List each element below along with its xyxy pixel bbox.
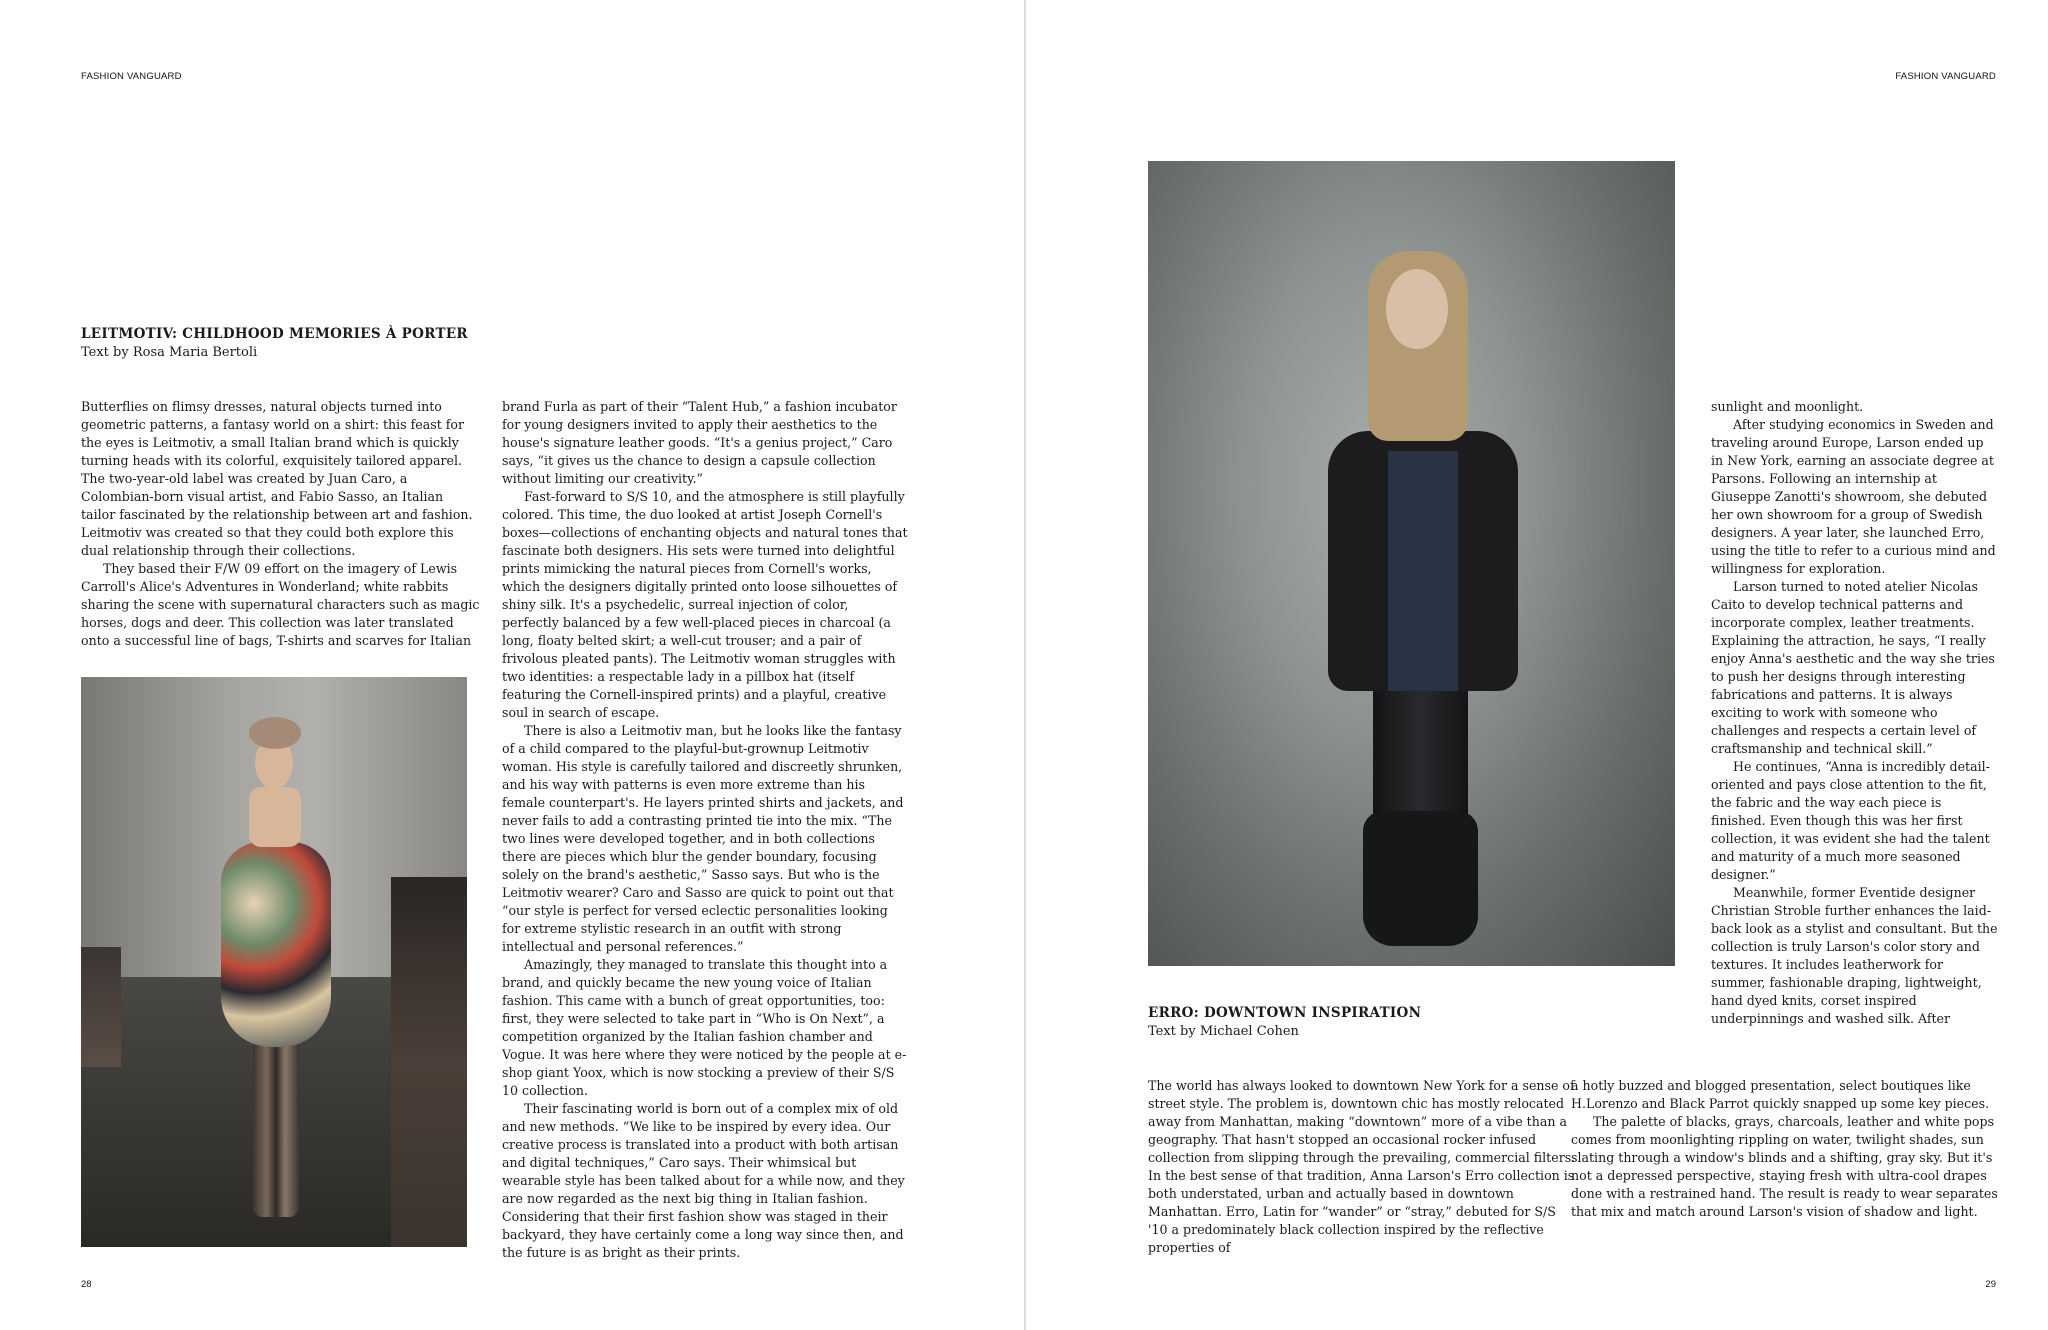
runway-photo — [81, 677, 467, 1247]
shirt — [1388, 451, 1458, 691]
article-headline: ERRO: DOWNTOWN INSPIRATION — [1148, 1005, 1422, 1021]
body-column-1 — [1148, 1077, 1576, 1257]
printed-dress — [221, 842, 331, 1047]
paragraph: The palette of blacks, grays, charcoals, leather and white pops comes from moonlighting rippling on water, twilight shades, sun slating through a window's blinds and a shifting, gray sky. But it's not a depressed perspective, staying fresh with ultra-cool drapes done with a restrained hand. The result is ready to wear separates that mix and match around Larson's vision of shadow and light. — [1571, 1114, 1998, 1219]
paragraph: sunlight and moonlight. — [1711, 399, 1864, 414]
right-page — [1026, 0, 2048, 1330]
audience — [81, 947, 121, 1067]
running-header: FASHION VANGUARD — [81, 71, 182, 82]
paragraph: a hotly buzzed and blogged presentation, select boutiques like H.Lorenzo and Black Parrot quickly snapped up some key pieces. — [1571, 1078, 1990, 1111]
page-number: 29 — [1985, 1279, 1996, 1290]
pillbox-hat — [249, 717, 301, 749]
article-credit: Text by Michael Cohen — [1148, 1024, 1299, 1039]
paragraph: Butterflies on flimsy dresses, natural objects turned into geometric patterns, a fantasy world on a shirt: this feast for the eyes is Leitmotiv, a small Italian brand which is quickly turning heads with its colorful, exquisitely tailored apparel. The two-year-old label was created by Juan Caro, a Colombian-born visual artist, and Fabio Sasso, an Italian tailor fascinated by the relationship between art and fashion. Leitmotiv was created so that they could both explore this dual relationship through their collections. — [81, 399, 473, 558]
paragraph: He continues, “Anna is incredibly detail-oriented and pays close attention to the fit, the fabric and the way each piece is finished. Even though this was her first collection, it was evident she had the talent and maturity of a much more seasoned designer.” — [1711, 759, 1990, 882]
paragraph: Amazingly, they managed to translate this thought into a brand, and quickly became the new young voice of Italian fashion. This came with a bunch of great opportunities, too: first, they were selected to take part in “Who is On Next”, a competition organized by the Italian fashion chamber and Vogue. It was here where they were noticed by the people at e-shop giant Yoox, which is now stocking a preview of their S/S 10 collection. — [502, 957, 907, 1098]
paragraph: Larson turned to noted atelier Nicolas Caito to develop technical patterns and incorporate complex, leather treatments. Explaining the attraction, he says, “I really enjoy Anna's aesthetic and the way she tries to push her designs through interesting fabrications and patterns. It is always exciting to work with someone who challenges and respects a certain level of craftsmanship and technical skill.” — [1711, 579, 1995, 756]
paragraph: brand Furla as part of their “Talent Hub,” a fashion incubator for young designers invited to apply their aesthetics to the house's signature leather goods. “It's a genius project,” Caro says, “it gives us the chance to design a capsule collection without limiting our creativity.” — [502, 399, 897, 486]
page-number: 28 — [81, 1279, 92, 1290]
model-face — [1386, 269, 1448, 349]
paragraph: After studying economics in Sweden and traveling around Europe, Larson ended up in New York, earning an associate degree at Parsons. Following an internship at Giuseppe Zanotti's showroom, she debuted her own showroom for a group of Swedish designers. A year later, she launched Erro, using the title to refer to a curious mind and willingness for exploration. — [1711, 417, 1996, 576]
paragraph: They based their F/W 09 effort on the imagery of Lewis Carroll's Alice's Adventures in Wonderland; white rabbits sharing the scene with supernatural characters such as magic horses, dogs and deer. This collection was later translated onto a successful line of bags, T-shirts and scarves for Italian — [81, 561, 480, 648]
lace-up-boots — [1363, 811, 1478, 946]
body-column-2 — [502, 398, 908, 1262]
running-header: FASHION VANGUARD — [1895, 71, 1996, 82]
paragraph: Their fascinating world is born out of a complex mix of old and new methods. “We like to be inspired by every idea. Our creative process is translated into a product with both artisan and digital techniques,” Caro says. Their whimsical but wearable style has been talked about for a while now, and they are now regarded as the next big thing in Italian fashion. Considering that their first fashion show was staged in their backyard, they have certainly come a long way since then, and the future is as bright as their prints. — [502, 1101, 905, 1260]
body-column-bottom — [1571, 1077, 1999, 1221]
paragraph: Meanwhile, former Eventide designer Christian Stroble further enhances the laid-back look as a stylist and consultant. But the collection is truly Larson's color story and textures. It includes leatherwork for summer, fashionable draping, lightweight, hand dyed knits, corset inspired underpinnings and washed silk. After — [1711, 885, 1998, 1026]
model-torso — [249, 787, 301, 847]
portrait-photo — [1148, 161, 1675, 966]
paragraph: The world has always looked to downtown New York for a sense of street style. The problem is, downtown chic has mostly relocated away from Manhattan, making “downtown” more of a vibe than a geography. That hasn't stopped an occasional rocker infused collection from slipping through the prevailing, commercial filters. In the best sense of that tradition, Anna Larson's Erro collection is both understated, urban and actually based in downtown Manhattan. Erro, Latin for “wander” or “stray,” debuted for S/S '10 a predominately black collection inspired by the reflective properties of — [1148, 1078, 1576, 1255]
model-legs — [253, 1037, 299, 1217]
body-column-1 — [81, 398, 481, 650]
paragraph: Fast-forward to S/S 10, and the atmosphere is still playfully colored. This time, the duo looked at artist Joseph Cornell's boxes—collections of enchanting objects and natural tones that fascinate both designers. His sets were turned into delightful prints mimicking the natural pieces from Cornell's works, which the designers digitally printed onto loose silhouettes of shiny silk. It's a psychedelic, surreal injection of color, perfectly balanced by a few well-placed pieces in charcoal (a long, floaty belted skirt; a well-cut trouser; and a pair of frivolous pleated pants). The Leitmotiv woman struggles with two identities: a respectable lady in a pillbox hat (itself featuring the Cornell-inspired prints) and a playful, creative soul in search of escape. — [502, 489, 908, 720]
article-credit: Text by Rosa Maria Bertoli — [81, 345, 258, 360]
article-headline: LEITMOTIV: CHILDHOOD MEMORIES À PORTER — [81, 326, 468, 342]
audience — [391, 877, 467, 1247]
paragraph: There is also a Leitmotiv man, but he looks like the fantasy of a child compared to the playful-but-grownup Leitmotiv woman. His style is carefully tailored and discreetly shrunken, and his way with patterns is even more extreme than his female counterpart's. He layers printed shirts and jackets, and never fails to add a contrasting printed tie into the mix. “The two lines were developed together, and in both collections there are pieces which blur the gender boundary, focusing solely on the brand's aesthetic,” Sasso says. But who is the Leitmotiv wearer? Caro and Sasso are quick to point out that “our style is perfect for versed eclectic personalities looking for extreme stylistic research in an outfit with strong intellectual and personal references.” — [502, 723, 904, 954]
body-column-top — [1711, 398, 1999, 1028]
